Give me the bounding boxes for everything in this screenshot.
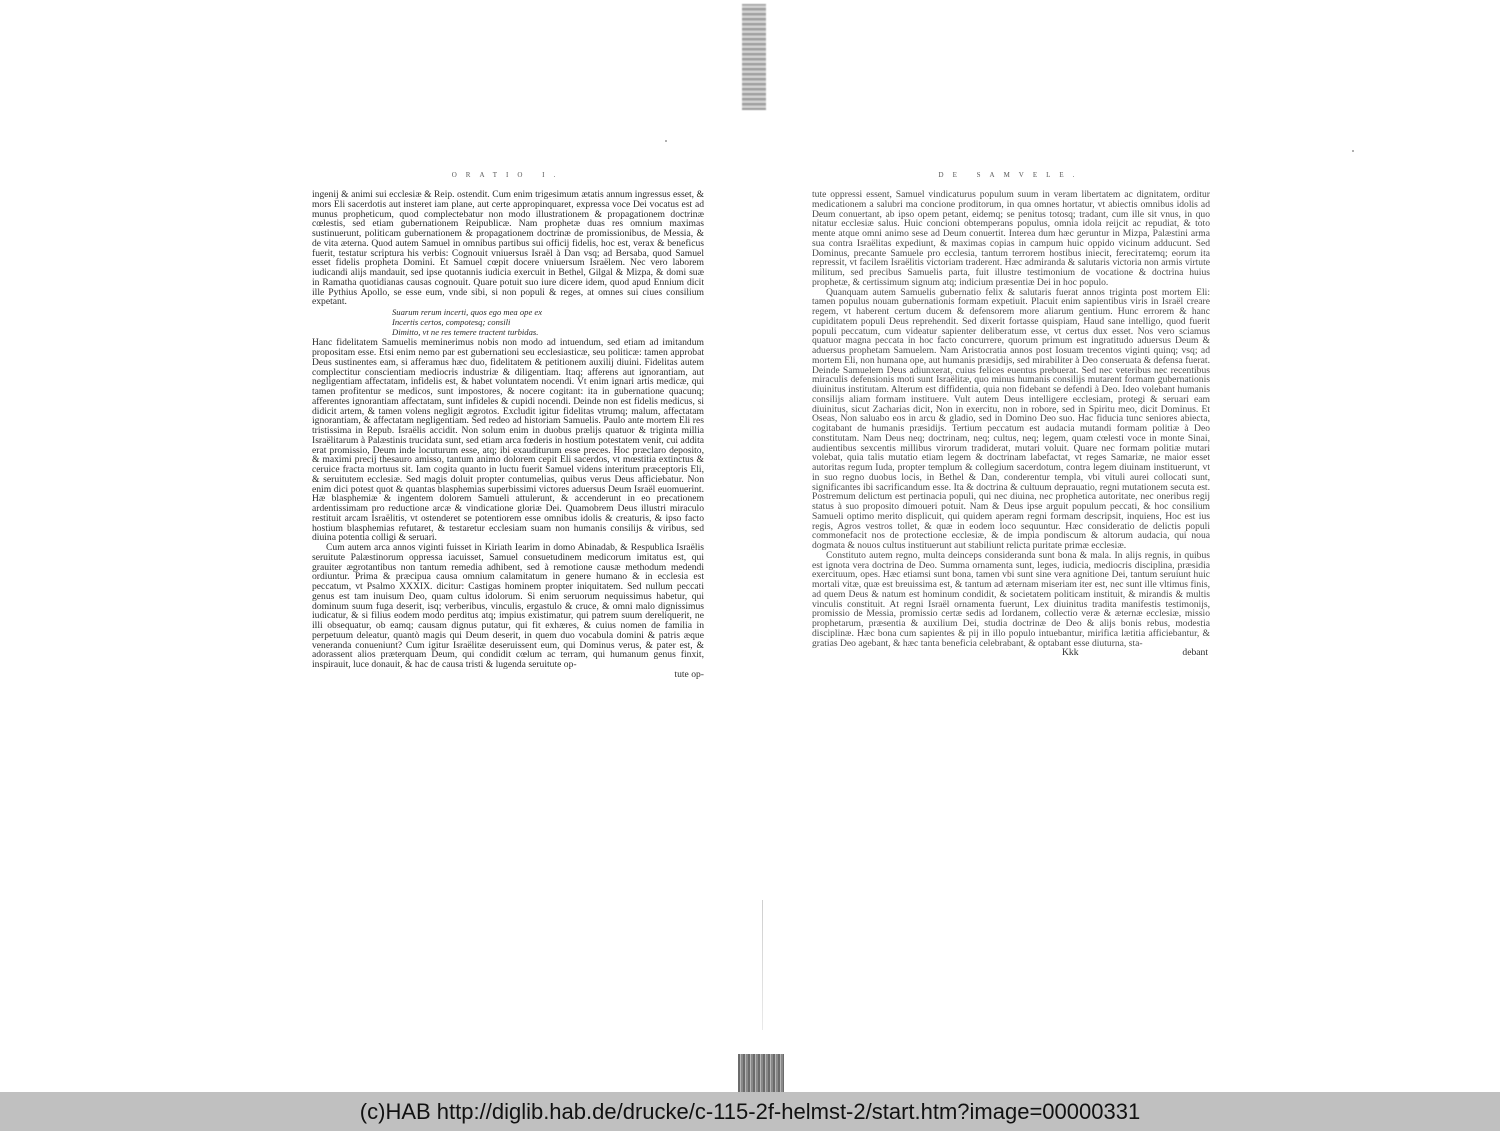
right-page <box>812 168 1210 658</box>
verse-line: Dimitto, vt ne res temere tractent turbidas. <box>392 326 539 337</box>
verse-line: Incertis certos, compotesq; consili <box>392 316 511 327</box>
copyright-url-text: (c)HAB http://diglib.hab.de/drucke/c-115-2f-helmst-2/start.htm?image=00000331 <box>359 1098 1141 1124</box>
gutter-scan-artifact-bottom <box>738 1054 784 1092</box>
verse-quotation <box>392 308 704 337</box>
gutter-line <box>762 900 763 1030</box>
right-running-head: DE SAMVELE. <box>938 171 1084 179</box>
paragraph: Constituto autem regno, multa deinceps consideranda sunt bona & mala. In alijs regnis, in quibus est ignota vera doctrina de Deo. Summa ornamenta sunt, leges, iudicia, mediocris disciplina, præsidia exercituum, opes. Hæc etiamsi sunt bona, tamen vbi sunt sine vera agnitione Dei, tantum seruiunt huic mortali vitæ, quæ est breuissima est, & tantum ad æternam miseriam iter est, nec sunt ille vltimus finis, ad quem Deus & natum est hominum condidit, & societatem politicam instituit, & mirandis & multis vinculis constituit. At regni Israël ornamenta fuerunt, Lex diuinitus tradita manifestis testimonijs, promissio de Messia, promissio certæ sedis ad Iordanem, collectio veræ & æternæ ecclesiæ, missio prophetarum, præsentia & auxilium Dei, studia doctrinæ de Deo & alijs bonis rebus, modestia disciplinæ. Hæc bona cum sapientes & pij in illo populo intuebantur, mirifica lætitia afficiebantur, & gratias Deo agebant, & hæc tanta beneficia celebrabant, & optabant esse diuturna, sta- <box>812 549 1210 649</box>
paragraph: Cum autem arca annos viginti fuisset in Kiriath Iearim in domo Abinadab, & Respublica Israëlis seruitute Palæstinorum oppressa iacuisset, Samuel consuetudinem medicorum imitatus est, qui grauiter ægrotantibus non tantum remedia adhibent, sed à remotione causæ methodum medendi ordiuntur. Prima & præcipua causa omnium calamitatum in genere humano & in ecclesia est peccatum, vt Psalmo XXXIX. dicitur: Castigas hominem propter iniquitatem. Sed nullum peccati genus est tam inuisum Deo, quam cultus idolorum. Si enim seruorum nequissimus habetur, qui dominum suum fuga deserit, isq; verberibus, vinculis, ergastulo & cruce, & omni malo dignissimus iudicatur, & si filius eodem modo perditus atq; impius existimatur, qui patrem suum dereliquerit, ne illi obsequatur, ob eamq; causam dignus putatur, qui fit exhæres, & cuius nomen de familia in perpetuum deleatur, quantò magis qui Deum deserit, in quem duo vocabula domini & patris æque veneranda conueniunt? Cum igitur Israëlitæ deseruissent eum, qui Dominus verus, & pater est, & adorassent alios præterquam Deum, qui condidit cœlum ac terram, qui humanum genus finxit, inspirauit, luce donauit, & hac de causa tristi & lugenda seruitute op- <box>312 542 704 670</box>
paragraph: tute oppressi essent, Samuel vindicaturus populum suum in veram libertatem ac dignitatem, orditur medicationem a salubri ma concione proditorum, in qua omnes hortatur, vt abiectis omnibus idolis ad Deum conuertant, ab ipso opem petant, eidemq; se penitus totosq; tradant, cum ille sit vnus, in quo nitatur ecclesiæ salus. Huic concioni obtemperans populus, omnia idola reijcit ac repudiat, & toto mente atque omni animo sese ad Deum conuertit. Interea dum hæc geruntur in Mizpa, Palæstini arma sua contra Israëlitas expediunt, & maximas copias in campum huic oppido vicinum adducunt. Sed Dominus, precante Samuele pro ecclesia, tantum terrorem hostibus iniecit, fereciτatemq; eorum ita repressit, vt facilem Israëlitis victoriam traderent. Hæc admiranda & salutaris victoria non armis virtute militum, sed precibus Samuelis parta, fuit illustre testimonium de vocatione & doctrina huius prophetæ, & certissimum signum atq; indicium præsentiæ Dei in hoc populo. <box>812 189 1210 288</box>
scan-speck <box>665 140 667 142</box>
signature-mark: Kkk <box>1062 647 1079 659</box>
left-page-text <box>312 190 704 670</box>
paragraph: Quanquam autem Samuelis gubernatio felix & salutaris fuerat annos triginta post mortem Eli: tamen populus nouam gubernationis formam expetiuit. Placuit enim sapientibus viris in Israël creare regem, vt haberent certum ducem & defensorem more aliarum gentium. Hunc errorem & hanc cupiditatem populi Deus reprehendit. Sed dixerit fortasse quispiam, Haud sane intelligo, quod fuerit populi peccatum, cum videatur sapienter deliberatum esse, vt certus dux esset. Nos vero sciamus quatuor magna peccata in hoc facto concurrere, quorum primum est ingratitudo aduersus Deum & aduersus prophetam Samuelem. Nam Aristocratia annos post Iosuam trecentos viginti quinq; vsq; ad mortem Eli, non humana ope, aut humanis præsidijs, sed mirabiliter à Deo conseruata & defensa fuerat. Deinde Samuelem Deus adiunxerat, cuius felices euentus prebuerat. Sed nec veteribus nec recentibus miraculis defensionis moti sunt Israëlitæ, quo minus humanis consilijs mutarent formam gubernationis diuinitus institutam. Alterum est diffidentia, quia non fidebant se defendi à Deo. Ideo volebant humanis consilijs aliam formam instituere. Vult autem Deus intelligere ecclesiam, protegi & seruari eam diuinitus, sicut Zacharias dicit, Non in exercitu, non in robore, sed in Spiritu meo, dicit Dominus. Et Oseas, Non saluabo eos in arcu & gladio, sed in Domino Deo suo. Hac fiducia tunc seniores abiecta, cogitabant de humanis præsidijs. Tertium peccatum est audacia mutandi formam politiæ à Deo constitutam. Nam Deus neq; doctrinam, neq; cultus, neq; legem, quam cœlesti voce in monte Sinai, audientibus sexcentis millibus virorum tradiderat, mutari voluit. Quare nec formam politiæ mutari volebat, quia talis mutatio etiam legem & doctrinam labefactat, vt reges Samariæ, ne maior esset autoritas regum Iuda, propter templum & collegium sacerdotum, contra legem diuinam instituerunt, vt in suo regno duobus locis, in Bethel & Dan, conderentur templa, vbi vituli aurei collocati sunt, significantes ibi sacrificandum esse. Ita & doctrina & cultuum deprauatio, regni mutationem secuta est. Postremum delictum est pertinacia populi, qui nec diuina, nec prophetica autoritate, nec oneribus regij status à suo proposito dimoueri potuit. Nam & Deus ipse arguit populum peccati, & hoc consilium Samueli optimo merito displicuit, qui quidem aperam regni formam descripsit, inquiens, Hoc est ius regis, Agros vestros tollet, & quæ in eodem loco sequuntur. Hæc consideratio de delictis populi commonefacit nos de protectione ecclesiæ, & de impia pondiscum & altorum audacia, qui noua dogmata & nouos cultus instituerunt aut stabiliunt relicta puritate primæ ecclesiæ. <box>812 286 1210 551</box>
right-page-footer-line <box>812 648 1210 658</box>
left-page <box>312 168 704 680</box>
gutter-scan-artifact-top <box>742 4 766 110</box>
right-catchword: debant <box>1182 647 1208 659</box>
paragraph: ingenij & animi sui ecclesiæ & Reip. ostendit. Cum enim trigesimum ætatis annum ingressus esset, & mors Eli sacerdotis aut insteret iam plane, aut certe appropinquaret, expressa voce Dei vocatus est ad munus propheticum, quod complectebatur non modo illustrationem & propagationem doctrinæ cœlestis, sed etiam gubernationem Reipublicæ. Nam prophetæ duas res omnium maximas sustinuerunt, politicam gubernationem & propagationem doctrinæ de promissionibus, de Messia, & de vita æterna. Quod autem Samuel in omnibus partibus sui officij fidelis, hoc est, verax & beneficus fuerit, testatur scriptura his verbis: Cognouit vniuersus Israël à Dan vsq; ad Bersaba, quod Samuel esset fidelis propheta Domini. Et Samuel cœpit docere vniuersum Israëlem. Nec vero laborem iudicandi alijs mandauit, sed ipse quotannis iudicia exercuit in Bethel, Gilgal & Mizpa, & domi suæ in Ramatha quotidianas causas cognouit. Quare potuit suo iure dicere idem, quod apud Ennium dicit ille Pythius Apollo, se esse eum, vnde sibi, si non populi & reges, at omnes sui ciues consilium expetant. <box>312 189 704 308</box>
right-page-text <box>812 190 1210 648</box>
paragraph: Hanc fidelitatem Samuelis meminerimus nobis non modo ad intuendum, sed etiam ad imitandum propositam esse. Etsi enim nemo par est gubernationi seu ecclesiasticæ, seu politicæ: tamen approbat Deus sustinentes eam, si afferamus hæc duo, fidelitatem & petitionem auxilij diuini. Fidelitas autem complectitur conscientiam mediocris industriæ & diligentiam. Itaq; afferens aut ignorantiam, aut negligentiam affectatam, infidelis est, & habet voluntatem nocendi. Vt enim ignari artis medicæ, qui tamen profitentur se medicos, sunt impostores, & nocere cogitant: ita in gubernatione quacunq; afferentes ignorantiam affectatam, sunt infideles & cupidi nocendi. Deinde non est fidelis medicus, si didicit artem, & tamen volens negligit ægrotos. Excludit igitur fidelitas vtrumq; malum, affectatam ignorantiam, & affectatam negligentiam. Sed redeo ad historiam Samuelis. Paulo ante mortem Eli res tristissima in Repub. Israëlis accidit. Non solum enim in duobus prælijs quatuor & triginta millia Israëlitarum à Palæstinis trucidata sunt, sed etiam arca fœderis in hostium potestatem venit, cui addita erat promissio, Deum inde locuturum esse, atq; ibi exauditurum esse preces. Hoc præclaro deposito, & maximi precij thesauro amisso, tantum animo dolorem cepit Eli sacerdos, vt mœstitia extinctus & ceruice fracta mortuus sit. Iam cogita quanto in luctu fuerit Samuel videns interitum præceptoris Eli, & seruitutem ecclesiæ. Sed magis doluit propter contumelias, quibus verus Deus afficiebatur. Non enim dici potest quot & quantas blasphemias superbissimi victores aduersus Deum Israël euomuerint. Hæ blasphemiæ & ingentem dolorem Samueli attulerunt, & accenderunt in eo precationem ardentissimam pro reductione arcæ & vindicatione gloriæ Dei. Quamobrem Deus illustri miraculo restituit arcam Israëlitis, vt ostenderet se potentiorem esse omnibus idolis & creaturis, & ipso facto hostium blasphemias refutaret, & testaretur ecclesiam suam non humanis consilijs & viribus, sed diuina potentia colligi & seruari. <box>312 337 704 544</box>
left-catchword: tute op- <box>674 668 704 680</box>
left-running-head: ORATIO I. <box>451 171 565 179</box>
scan-speck <box>1352 150 1354 152</box>
copyright-banner <box>0 1092 1500 1131</box>
verse-line: Suarum rerum incerti, quos ego mea ope ex <box>392 307 543 317</box>
